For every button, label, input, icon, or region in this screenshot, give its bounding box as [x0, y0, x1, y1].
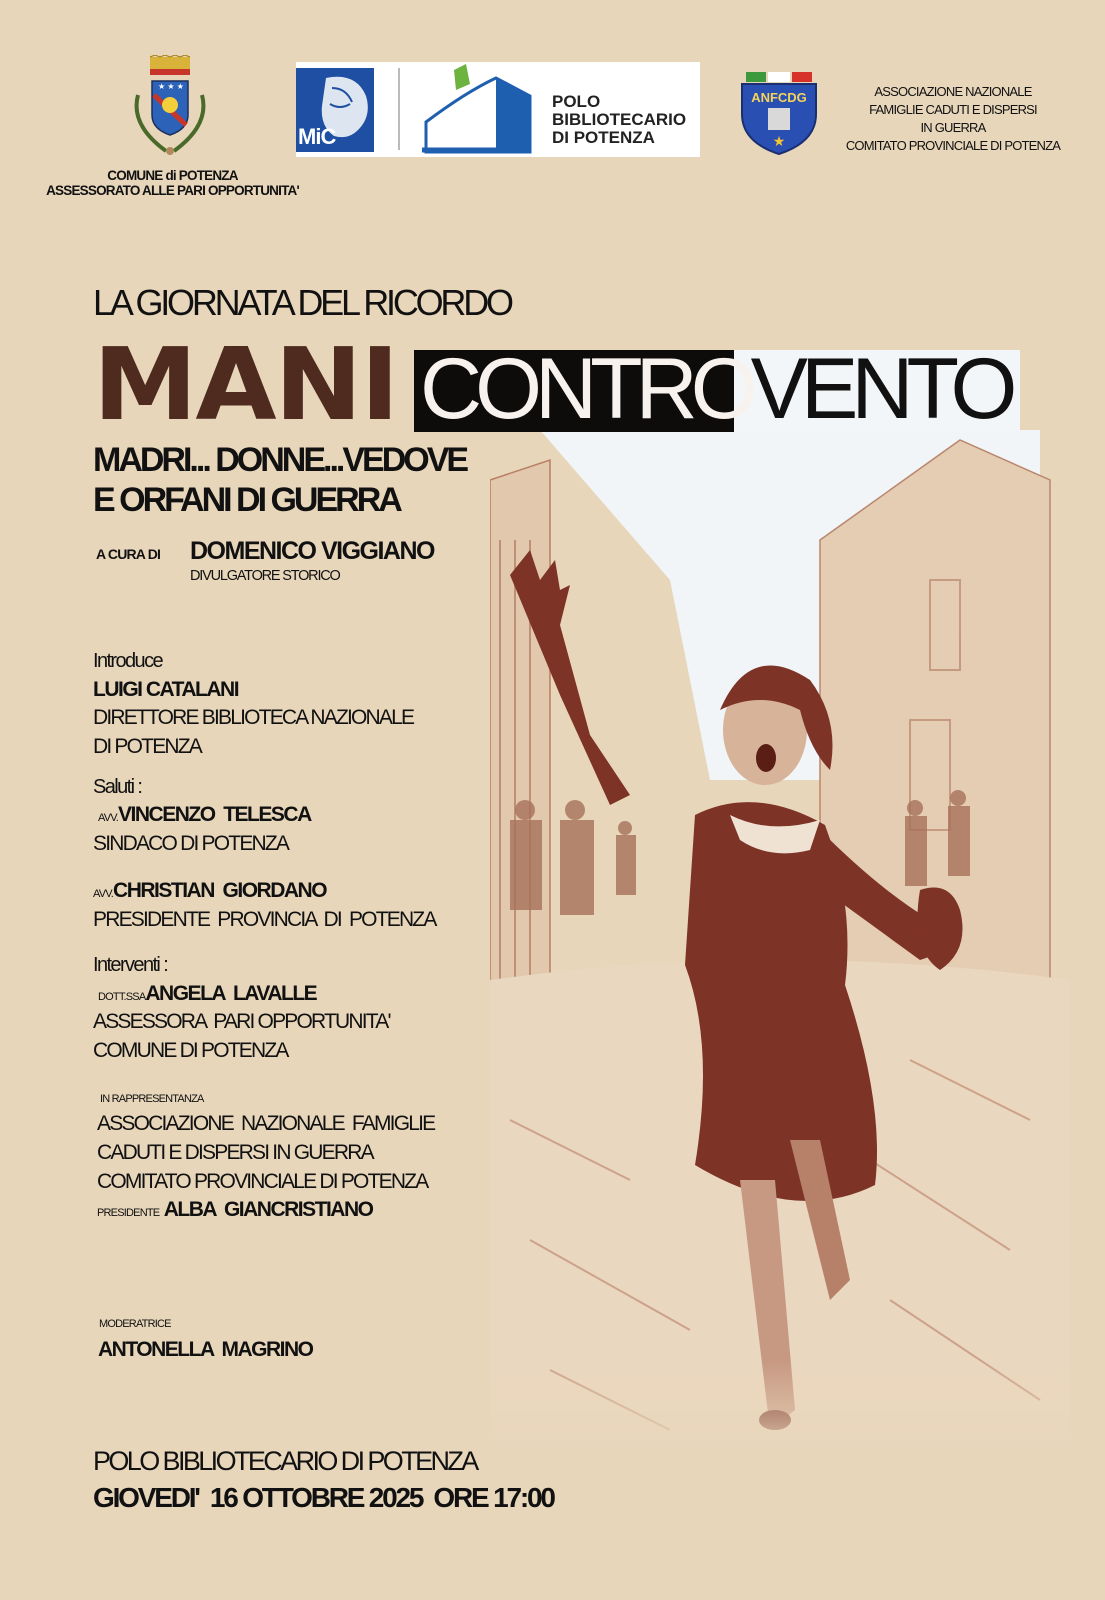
- curator-prefix: A CURA DI: [96, 546, 161, 562]
- polo-bibliotecario-building-icon: [418, 62, 548, 154]
- moderatrice-name: ANTONELLA MAGRINO: [98, 1338, 313, 1361]
- saluti-speaker-1-role: SINDACO DI POTENZA: [93, 832, 289, 855]
- interventi-label: Interventi :: [93, 954, 168, 976]
- president-name: ALBA GIANCRISTIANO: [163, 1198, 373, 1221]
- subtitle-line-1: MADRI... DONNE...VEDOVE: [93, 441, 467, 479]
- curator-name: DOMENICO VIGGIANO: [190, 537, 434, 565]
- saluti-speaker-1: [98, 803, 311, 827]
- speaker-name: ANGELA LAVALLE: [145, 982, 317, 1005]
- title-mani: MANI: [93, 326, 398, 443]
- introduce-speaker-role-1: DIRETTORE BIBLIOTECA NAZIONALE: [93, 706, 414, 729]
- interventi-speaker-role-1: ASSESSORA PARI OPPORTUNITA': [93, 1010, 390, 1033]
- subtitle: [93, 440, 466, 520]
- polo-line-3: DI POTENZA: [552, 128, 655, 147]
- title-vento: VENTO: [750, 341, 1011, 437]
- event-date-time: GIOVEDI' 16 OTTOBRE 2025 ORE 17:00: [93, 1482, 554, 1513]
- rappresentanza-line-2: CADUTI E DISPERSI IN GUERRA: [97, 1141, 373, 1164]
- title-controvento: [420, 341, 1011, 437]
- speaker-title: AVV.: [93, 888, 114, 900]
- speaker-title: DOTT.SSA: [98, 991, 146, 1003]
- saluti-speaker-2: [93, 879, 326, 903]
- associazione-line-2: FAMIGLIE CADUTI E DISPERSI: [869, 102, 1037, 117]
- event-venue: POLO BIBLIOTECARIO DI POTENZA: [93, 1446, 477, 1476]
- moderatrice-label: MODERATRICE: [99, 1318, 171, 1330]
- curator-role: DIVULGATORE STORICO: [190, 568, 340, 584]
- associazione-line-1: ASSOCIAZIONE NAZIONALE: [874, 84, 1032, 99]
- associazione-line-3: IN GUERRA: [920, 120, 986, 135]
- rappresentanza-line-1: ASSOCIAZIONE NAZIONALE FAMIGLIE: [97, 1112, 435, 1135]
- introduce-speaker-name: LUIGI CATALANI: [93, 678, 239, 701]
- logo-divider: [398, 68, 400, 150]
- rappresentanza-label: IN RAPPRESENTANZA: [100, 1093, 204, 1105]
- interventi-speaker-role-2: COMUNE DI POTENZA: [93, 1039, 288, 1062]
- polo-line-1: POLO: [552, 92, 601, 111]
- polo-bibliotecario-logo-text: [552, 93, 686, 147]
- speaker-name: VINCENZO TELESCA: [118, 803, 311, 826]
- saluti-speaker-2-role: PRESIDENTE PROVINCIA DI POTENZA: [93, 908, 436, 931]
- associazione-caption: [818, 83, 1088, 155]
- anfcdg-shield-icon: [738, 70, 820, 156]
- event-kicker: LA GIORNATA DEL RICORDO: [93, 282, 511, 323]
- introduce-speaker-role-2: DI POTENZA: [93, 735, 202, 758]
- svg-text:ANFCDG: ANFCDG: [751, 90, 807, 105]
- saluti-label: Saluti :: [93, 776, 142, 798]
- comune-di-potenza-coat-of-arms-icon: [128, 55, 212, 165]
- rappresentanza-line-3: COMITATO PROVINCIALE DI POTENZA: [97, 1170, 428, 1193]
- assessorato-name: ASSESSORATO ALLE PARI OPPORTUNITA': [46, 183, 299, 198]
- interventi-speaker: [98, 982, 316, 1006]
- rappresentanza-president: [97, 1198, 372, 1222]
- subtitle-line-2: E ORFANI DI GUERRA: [93, 481, 400, 519]
- associazione-line-4: COMITATO PROVINCIALE DI POTENZA: [845, 138, 1061, 153]
- svg-text:★: ★: [772, 133, 786, 149]
- title-contro: CONTRO: [420, 341, 751, 437]
- mic-label: MiC: [298, 124, 336, 149]
- svg-text:★ ★ ★: ★ ★ ★: [158, 82, 184, 91]
- comune-name: COMUNE di POTENZA: [107, 168, 238, 183]
- president-title: PRESIDENTE: [97, 1207, 160, 1219]
- sepia-illustration-woman-running: [490, 420, 1070, 1460]
- introduce-label: Introduce: [93, 650, 162, 672]
- polo-line-2: BIBLIOTECARIO: [552, 110, 687, 129]
- speaker-title: AVV.: [98, 812, 119, 824]
- speaker-name: CHRISTIAN GIORDANO: [113, 879, 327, 902]
- comune-caption: [0, 168, 345, 198]
